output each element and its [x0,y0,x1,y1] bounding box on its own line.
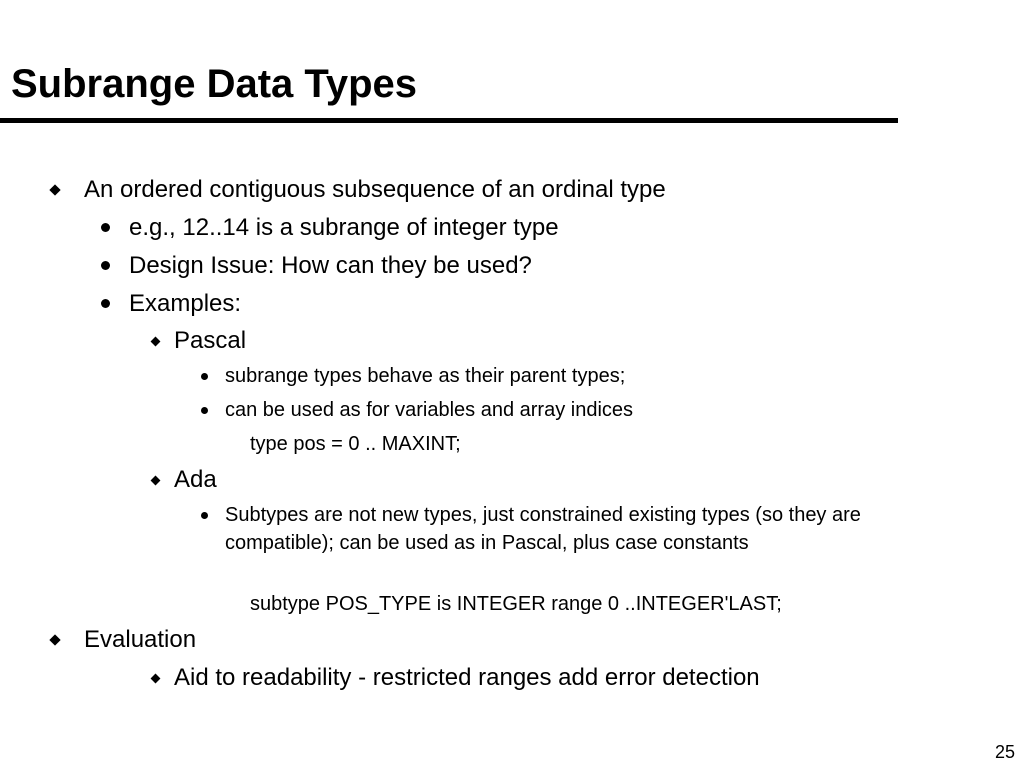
diamond-bullet-icon [151,674,161,684]
round-bullet-icon [201,512,208,519]
round-bullet-icon [201,407,208,414]
bullet-text: subrange types behave as their parent types; [225,365,626,387]
bullet-text: Examples: [129,290,242,317]
bullet-text: An ordered contiguous subsequence of an ordinal type [84,176,666,203]
round-bullet-icon [101,223,110,232]
bullet-text: Design Issue: How can they be used? [129,252,532,279]
slide-title: Subrange Data Types [11,62,418,106]
bullet-ada-subtypes: Subtypes are not new types, just constrained existing types (so they are compatible); can be used as in Pascal, plus case constants [225,504,861,554]
code-text: subtype POS_TYPE is INTEGER range 0 ..INTEGER'LAST; [250,593,782,615]
diamond-bullet-icon [151,337,161,347]
bullet-text: e.g., 12..14 is a subrange of integer type [129,214,559,241]
page-number: 25 [994,742,1015,762]
diamond-bullet-icon [49,634,60,645]
title-underline [0,118,898,123]
round-bullet-icon [201,373,208,380]
bullet-text: Pascal [174,327,247,354]
bullet-text: can be used as for variables and array indices [225,399,634,421]
bullet-text: Ada [174,466,217,493]
diamond-bullet-icon [151,476,161,486]
bullet-text: Aid to readability - restricted ranges add error detection [174,664,760,691]
code-text: type pos = 0 .. MAXINT; [250,433,461,455]
round-bullet-icon [101,261,110,270]
bullet-text: Evaluation [84,626,197,653]
round-bullet-icon [101,299,110,308]
diamond-bullet-icon [49,184,60,195]
